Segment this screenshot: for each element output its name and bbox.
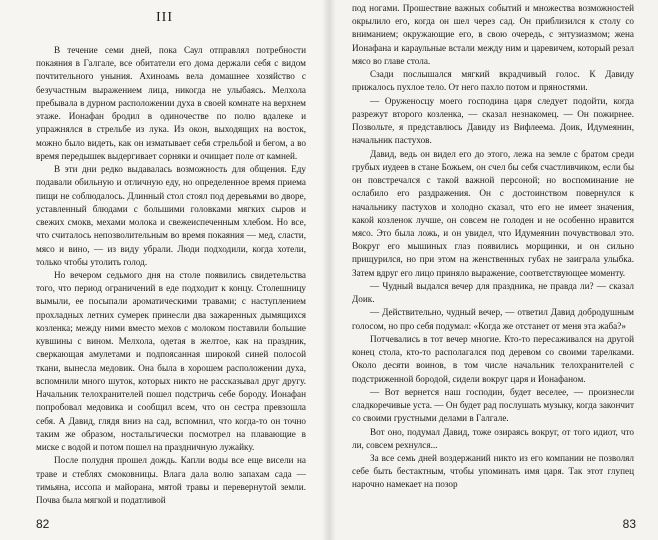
page-number-right: 83	[622, 517, 636, 531]
paragraph: Вот оно, подумал Давид, тоже озираясь вокруг, от того идиот, что ли, совсем рехнулся...	[352, 426, 634, 450]
chapter-heading: III	[156, 10, 173, 25]
paragraph: Потчевались в тот вечер многие. Кто-то пересаживался на другой конец стола, кто-то располагался под деревом со своими тарелками. Около десяти воинов, в том числе начальник телохранителей с подстриженной бородой, сидели вокруг царя и Ионафаном.	[352, 333, 634, 384]
right-page	[329, 0, 658, 540]
book-gutter	[322, 0, 336, 540]
paragraph: Но вечером седьмого дня на столе появились свидетельства того, что период ограничений в еде подходит к концу. Столешницу вымыли, ее посыпали ароматическими травами; с наступлением прохладных летних сумерек принесли два зажаренных дымящихся козленка; между ними вместо мехов с молоком поставили большие кувшины с вином. Мелхола, одетая в желтое, как на праздник, сверкающая амулетами и подпоясанная широкой синей полосой ткани, вынесла медовик. Она была в хорошем расположении духа, вспомнили много шуток, которых никто не рассказывал друг другу. Начальник телохранителей пошел подстричь себе бороду. Ионафан попробовал медовика и сообщил всем, что он сестра превзошла себя. А Давид, глядя вниз на сад, вспомнил, что когда-то он точно таким же образом, ностальгически посмотрел на плавающие в миске с водой и потом пошел на праздничную лужайку.	[36, 269, 306, 453]
paragraph: После полудня прошел дождь. Капли воды все еще висели на траве и стеблях смоковницы. Влага дала волю запахам сада — тимьяна, иссопа и майорана, мятой травы и перевернутой земли. Почва была мягкой и податливой	[36, 455, 306, 505]
paragraph: Давид, ведь он видел его до этого, лежа на земле с братом среди грубых иудеев в стане Божьем, он счел бы себя счастливчиком, если бы он повстречался с такой важной персоной; но воспоминание не ослабило его раздражения. Он с достоинством повернулся к начальнику пастухов и холодно сказал, что его не имеет значения, какой козленок лучше, он совсем не голоден и не особенно нравится мясо. Это была ложь, и он увидел, что Идумеянин почувствовал это. Вокруг его мышиных глаз появились морщинки, и он сильно прищурился, но при этом на женственных губах не заиграла улыбка. Затем вдруг его лицо приняло выражение, соответствующее моменту.	[352, 148, 634, 278]
paragraph: В течение семи дней, пока Саул отправлял потребности покаяния в Галгале, все обитатели его дома держали себя с видом почтительного уныния. Ахиноамь вела домашнее хозяйство с безучастным выражением лица, никогда не улыбаясь. Мелхола пребывала в дурном расположении духа в своей комнате на верхнем этаже. Ионафан бродил в одиночестве по полю вдалеке и упражнялся в стрельбе из лука. Из окон, выходящих на восток, можно было видеть, как он изматывает себя стрельбой и бегом, а во время передышек выдергивает сорняки и очищает поле от камней.	[36, 45, 306, 161]
right-page-text	[352, 2, 634, 492]
paragraph: под ногами. Прошествие важных событий и множества возможностей окрылило его, когда он шел через сад. Он приблизился к столу со вниманием; окружающие его, в свою очередь, с энтузиазмом; жена Ионафана и караульные встали между ним и царевичем, который резал мясо во главе стола.	[352, 3, 634, 66]
paragraph: — Чудный выдался вечер для праздника, не правда ли? — сказал Доик.	[352, 280, 634, 305]
paragraph: В эти дни редко выдавалась возможность для общения. Еду подавали обильную и отличную еду, но определенное время приема пищи не соблюдалось. Длинный стол стоял под деревьями во дворе, уставленный блюдами с большими головками мягких сыров и свежих смокв, мехами молока и свежеиспеченным хлебом. Но все, что считалось непозволительным во время покаяния — мед, сласти, мясо и вино, — из виду убрали. Люди подходили, когда хотели, только чтобы утолить голод.	[36, 164, 306, 267]
page-number-left: 82	[36, 517, 50, 531]
paragraph: За все семь дней воздержаний никто из его компании не позволял себе быть бестактным, чтобы упоминать имя царя. Так этот глупец нарочно намекает на позор	[352, 452, 634, 490]
paragraph: — Действительно, чудный вечер, — ответил Давид добродушным голосом, но про себя подумал: «Когда же отстанет от меня эта жаба?»	[352, 307, 634, 331]
left-page-text	[36, 44, 306, 507]
paragraph: — Вот вернется наш господин, будет веселее, — произнесли сладкоречивые уста. — Он будет рад послушать музыку, когда закончит со своими грустными делами в Галгале.	[352, 386, 634, 424]
paragraph: — Оруженосцу моего господина царя следует подойти, когда разрежут второго козленка, — сказал незнакомец. — Он пожирнее. Позвольте, я представлюсь Давиду из Вифлеема. Доик, Идумеянин, начальник пастухов.	[352, 95, 634, 146]
paragraph: Сзади послышался мягкий вкрадчивый голос. К Давиду прижалось пухлое тело. От него пахло потом и пряностями.	[352, 69, 634, 93]
